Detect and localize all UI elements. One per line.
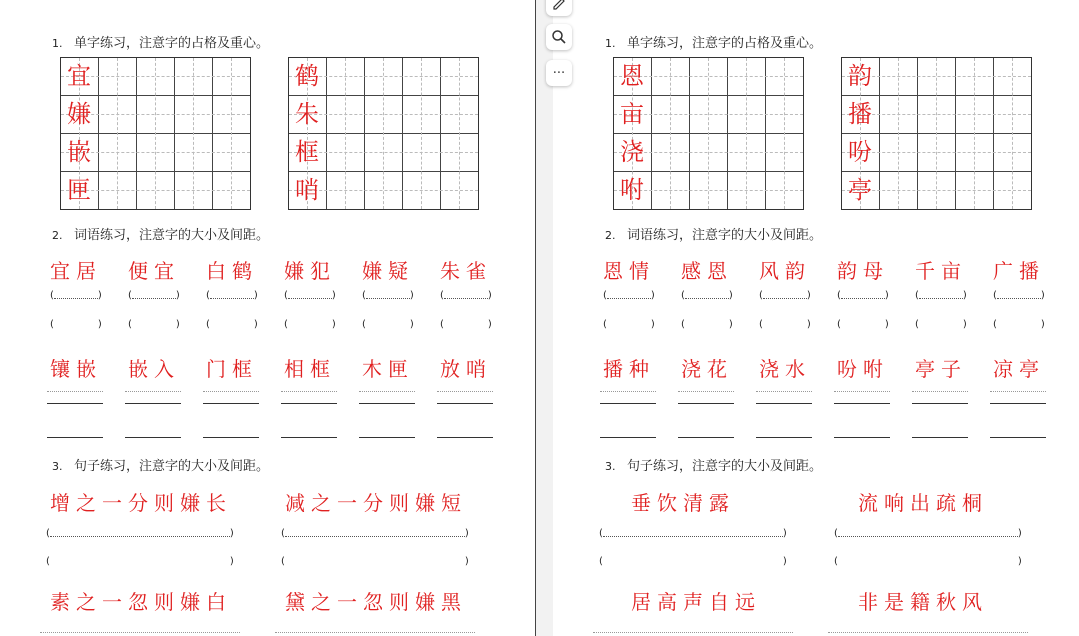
- pinyin-blank[interactable]: ( ): [915, 319, 967, 330]
- practice-character: 框: [295, 138, 319, 166]
- writing-line[interactable]: [125, 403, 181, 404]
- pinyin-blank[interactable]: ( ): [759, 319, 811, 330]
- guide-line: [231, 58, 232, 209]
- pinyin-blank[interactable]: ( ): [993, 290, 1045, 301]
- pinyin-blank[interactable]: ( ): [281, 528, 469, 539]
- practice-word: 白鹤: [206, 259, 258, 283]
- section3-text: 句子练习，注意字的大小及间距。: [74, 459, 270, 474]
- pinyin-blank[interactable]: ( ): [599, 556, 787, 567]
- section1-text: 单字练习，注意字的占格及重心。: [627, 36, 823, 51]
- practice-character: 哨: [295, 176, 319, 204]
- writing-line[interactable]: [912, 403, 968, 404]
- worksheet-page-left: [0, 0, 535, 636]
- pinyin-blank[interactable]: ( ): [681, 290, 733, 301]
- writing-guide-line: [203, 391, 259, 392]
- practice-word: 镶嵌: [50, 357, 102, 381]
- practice-word: 吩咐: [837, 357, 889, 381]
- pinyin-blank[interactable]: ( ): [284, 290, 336, 301]
- pinyin-blank[interactable]: ( ): [759, 290, 811, 301]
- writing-guide-line: [47, 391, 103, 392]
- pinyin-blank[interactable]: ( ): [837, 319, 889, 330]
- practice-word: 木匣: [362, 357, 414, 381]
- writing-guide-line: [600, 391, 656, 392]
- practice-sentence: 流响出疏桐: [858, 491, 988, 515]
- writing-guide-line: [756, 391, 812, 392]
- writing-line[interactable]: [678, 403, 734, 404]
- page-divider: [535, 0, 554, 636]
- practice-character: 嵌: [67, 138, 91, 166]
- writing-guide-line: [125, 391, 181, 392]
- writing-line[interactable]: [756, 403, 812, 404]
- practice-character: 亭: [848, 176, 872, 204]
- pinyin-blank[interactable]: ( ): [50, 319, 102, 330]
- writing-guide-line: [593, 632, 793, 633]
- edit-icon: [552, 0, 566, 10]
- practice-sentence: 非是籍秋风: [858, 590, 988, 614]
- writing-line[interactable]: [834, 437, 890, 438]
- pinyin-blank[interactable]: ( ): [915, 290, 967, 301]
- practice-word: 便宜: [128, 259, 180, 283]
- pinyin-blank[interactable]: ( ): [362, 290, 414, 301]
- guide-line: [670, 58, 671, 209]
- writing-guide-line: [437, 391, 493, 392]
- practice-character: 鹤: [295, 62, 319, 90]
- pinyin-blank[interactable]: ( ): [603, 319, 655, 330]
- more-icon: ···: [552, 65, 566, 81]
- pinyin-blank[interactable]: ( ): [46, 528, 234, 539]
- writing-guide-line: [828, 632, 1028, 633]
- pinyin-blank[interactable]: ( ): [128, 290, 180, 301]
- practice-word: 嫌犯: [284, 259, 336, 283]
- search-icon: [551, 29, 567, 45]
- writing-guide-line: [281, 391, 337, 392]
- writing-line[interactable]: [359, 403, 415, 404]
- writing-line[interactable]: [600, 437, 656, 438]
- writing-line[interactable]: [834, 403, 890, 404]
- practice-sentence: 素之一忽则嫌白: [50, 590, 232, 614]
- guide-line: [746, 58, 747, 209]
- worksheet-page-right: [553, 0, 1079, 636]
- practice-sentence: 减之一分则嫌短: [285, 491, 467, 515]
- guide-line: [1012, 58, 1013, 209]
- practice-word: 放哨: [440, 357, 492, 381]
- pinyin-blank[interactable]: ( ): [440, 290, 492, 301]
- practice-character: 亩: [620, 100, 644, 128]
- writing-line[interactable]: [281, 403, 337, 404]
- pinyin-blank[interactable]: ( ): [281, 556, 469, 567]
- practice-word: 亭子: [915, 357, 967, 381]
- section1-number: 1.: [52, 37, 63, 50]
- writing-line[interactable]: [281, 437, 337, 438]
- writing-guide-line: [359, 391, 415, 392]
- practice-word: 恩情: [603, 259, 655, 283]
- pinyin-blank[interactable]: ( ): [837, 290, 889, 301]
- edit-icon-button[interactable]: [546, 0, 572, 16]
- guide-line: [459, 58, 460, 209]
- section2-text: 词语练习，注意字的大小及间距。: [627, 228, 823, 243]
- practice-character: 朱: [295, 100, 319, 128]
- practice-word: 朱雀: [440, 259, 492, 283]
- guide-line: [421, 58, 422, 209]
- practice-word: 宜居: [50, 259, 102, 283]
- practice-word: 凉亭: [993, 357, 1045, 381]
- writing-guide-line: [990, 391, 1046, 392]
- pinyin-blank[interactable]: ( ): [206, 319, 258, 330]
- section1-title: [52, 32, 269, 51]
- guide-line: [193, 58, 194, 209]
- section2-number: 2.: [52, 229, 63, 242]
- practice-sentence: 增之一分则嫌长: [50, 491, 232, 515]
- practice-word: 门框: [206, 357, 258, 381]
- writing-line[interactable]: [756, 437, 812, 438]
- guide-line: [936, 58, 937, 209]
- pinyin-blank[interactable]: ( ): [681, 319, 733, 330]
- writing-line[interactable]: [912, 437, 968, 438]
- practice-word: 广播: [993, 259, 1045, 283]
- section2-title: [605, 224, 822, 243]
- search-button[interactable]: [546, 24, 572, 50]
- practice-character: 宜: [67, 62, 91, 90]
- section3-title: [52, 455, 269, 474]
- practice-character: 吩: [848, 138, 872, 166]
- guide-line: [974, 58, 975, 209]
- practice-word: 韵母: [837, 259, 889, 283]
- writing-line[interactable]: [359, 437, 415, 438]
- practice-word: 浇水: [759, 357, 811, 381]
- pinyin-blank[interactable]: ( ): [834, 556, 1022, 567]
- pinyin-blank[interactable]: ( ): [440, 319, 492, 330]
- pinyin-blank[interactable]: ( ): [599, 528, 787, 539]
- pinyin-blank[interactable]: ( ): [50, 290, 102, 301]
- practice-word: 嵌入: [128, 357, 180, 381]
- writing-guide-line: [678, 391, 734, 392]
- practice-sentence: 垂饮清露: [631, 491, 735, 515]
- practice-word: 风韵: [759, 259, 811, 283]
- practice-word: 嫌疑: [362, 259, 414, 283]
- practice-character: 咐: [620, 176, 644, 204]
- pinyin-blank[interactable]: ( ): [128, 319, 180, 330]
- guide-line: [155, 58, 156, 209]
- practice-character: 匣: [67, 176, 91, 204]
- practice-word: 相框: [284, 357, 336, 381]
- more-options-button[interactable]: [546, 60, 572, 86]
- practice-character: 恩: [620, 62, 644, 90]
- practice-character: 韵: [848, 62, 872, 90]
- character-grid-a: [60, 57, 251, 210]
- section2-title: [52, 224, 269, 243]
- writing-line[interactable]: [437, 403, 493, 404]
- pinyin-blank[interactable]: ( ): [362, 319, 414, 330]
- guide-line: [898, 58, 899, 209]
- character-grid-b: [841, 57, 1032, 210]
- section3-number: 3.: [605, 460, 616, 473]
- writing-line[interactable]: [678, 437, 734, 438]
- writing-line[interactable]: [203, 403, 259, 404]
- writing-guide-line: [275, 632, 475, 633]
- practice-character: 嫌: [67, 100, 91, 128]
- writing-line[interactable]: [437, 437, 493, 438]
- writing-line[interactable]: [47, 437, 103, 438]
- guide-line: [383, 58, 384, 209]
- guide-line: [708, 58, 709, 209]
- pinyin-blank[interactable]: ( ): [603, 290, 655, 301]
- writing-line[interactable]: [990, 437, 1046, 438]
- writing-guide-line: [834, 391, 890, 392]
- pinyin-blank[interactable]: ( ): [206, 290, 258, 301]
- practice-character: 播: [848, 100, 872, 128]
- section1-text: 单字练习，注意字的占格及重心。: [74, 36, 270, 51]
- guide-line: [345, 58, 346, 209]
- section2-text: 词语练习，注意字的大小及间距。: [74, 228, 270, 243]
- practice-character: 浇: [620, 138, 644, 166]
- guide-line: [784, 58, 785, 209]
- practice-sentence: 黛之一忽则嫌黑: [285, 590, 467, 614]
- writing-line[interactable]: [600, 403, 656, 404]
- section1-number: 1.: [605, 37, 616, 50]
- section2-number: 2.: [605, 229, 616, 242]
- guide-line: [117, 58, 118, 209]
- section1-title: [605, 32, 822, 51]
- writing-line[interactable]: [125, 437, 181, 438]
- writing-line[interactable]: [47, 403, 103, 404]
- section3-title: [605, 455, 822, 474]
- writing-line[interactable]: [203, 437, 259, 438]
- practice-word: 播种: [603, 357, 655, 381]
- pinyin-blank[interactable]: ( ): [284, 319, 336, 330]
- practice-word: 千亩: [915, 259, 967, 283]
- practice-sentence: 居高声自远: [631, 590, 761, 614]
- section3-text: 句子练习，注意字的大小及间距。: [627, 459, 823, 474]
- pinyin-blank[interactable]: ( ): [46, 556, 234, 567]
- character-grid-b: [288, 57, 479, 210]
- section3-number: 3.: [52, 460, 63, 473]
- writing-guide-line: [912, 391, 968, 392]
- pinyin-blank[interactable]: ( ): [834, 528, 1022, 539]
- pinyin-blank[interactable]: ( ): [993, 319, 1045, 330]
- character-grid-a: [613, 57, 804, 210]
- writing-line[interactable]: [990, 403, 1046, 404]
- practice-word: 感恩: [681, 259, 733, 283]
- practice-word: 浇花: [681, 357, 733, 381]
- writing-guide-line: [40, 632, 240, 633]
